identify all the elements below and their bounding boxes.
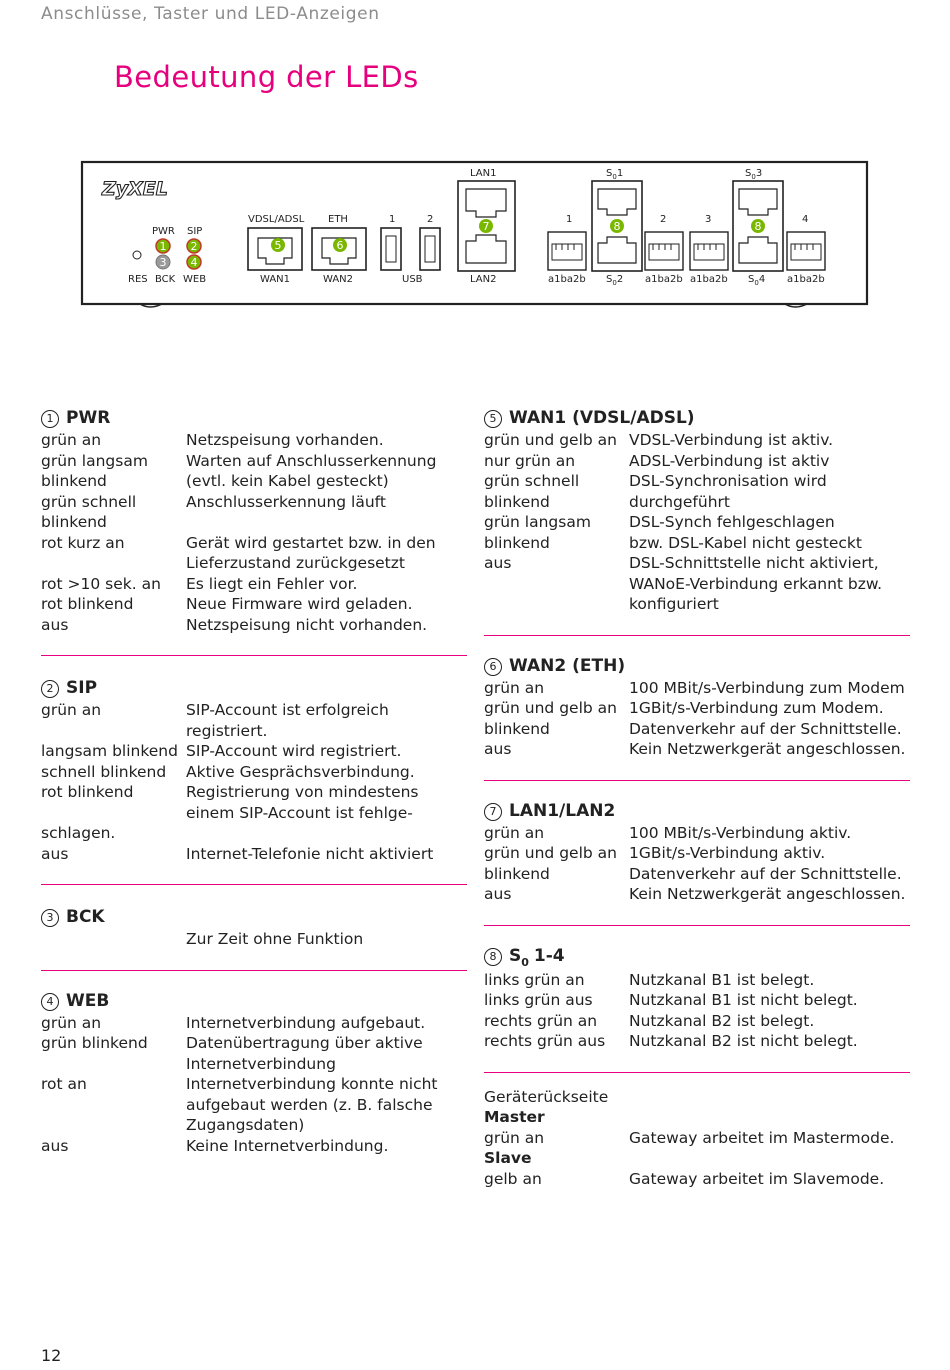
section-title: PWR: [66, 408, 111, 428]
port-number-5: 5: [274, 239, 282, 252]
table-row: aus Internet-Telefonie nicht aktiviert: [41, 844, 434, 863]
section-s0: [484, 944, 910, 1073]
section-rear: [484, 1087, 910, 1206]
section-title: WAN2 (ETH): [509, 655, 626, 676]
table-row: grün langsam blinkend Warten auf Anschlusserkennung (evtl. kein Kabel gesteckt): [41, 451, 437, 490]
right-column: [484, 406, 910, 1205]
section-heading: [41, 989, 467, 1013]
rear-master-label: Master: [484, 1108, 545, 1126]
table-row: grün an 100 MBit/s-Verbindung zum Modem: [484, 678, 905, 697]
number-badge: 6: [484, 658, 502, 676]
led-number-4: 4: [190, 256, 198, 269]
table-row: rot blinkend schlagen. Registrierung von mindestens einem SIP-Account ist fehlge-: [41, 783, 419, 842]
number-badge: 3: [41, 909, 59, 927]
section-heading: [484, 654, 910, 678]
led-number-3: 3: [159, 256, 167, 269]
s0-label-4: $S_04$: [748, 274, 766, 287]
port-number-7: 7: [482, 220, 490, 233]
table-row: rechts grün aus Nutzkanal B2 ist nicht belegt.: [484, 1032, 858, 1050]
ab-label-2: a1ba2b: [645, 274, 683, 285]
s0-label-3: $S_03$: [745, 168, 763, 181]
port-label-wan2: WAN2: [323, 274, 354, 285]
table-row: grün langsam blinkend DSL-Synch fehlgeschlagen bzw. DSL-Kabel nicht gesteckt: [484, 513, 862, 552]
section-wan2: [484, 654, 910, 781]
table-row: grün schnell blinkend DSL-Synchronisation wird durchgeführt: [484, 472, 827, 511]
table-row: rechts grün an Nutzkanal B2 ist belegt.: [484, 1011, 815, 1030]
ab-port-3: [690, 232, 728, 270]
port-label-lan2: LAN2: [470, 274, 497, 285]
table-row: grün blinkend Datenübertragung über aktive Internetverbindung: [41, 1034, 423, 1073]
usb-number-2: 2: [427, 214, 434, 225]
ab-port-2: [645, 232, 683, 270]
number-badge: 4: [41, 993, 59, 1011]
number-badge: 8: [484, 948, 502, 966]
section-title: WEB: [66, 990, 110, 1011]
section-web: [41, 989, 467, 1173]
table-row: links grün an Nutzkanal B1 ist belegt.: [484, 970, 815, 989]
ab-number-2: 2: [660, 214, 667, 225]
section-title-rest: 1-4: [533, 945, 565, 966]
table-row: grün an Netzspeisung vorhanden.: [41, 431, 384, 449]
section-heading: [41, 406, 467, 430]
ab-number-4: 4: [802, 214, 809, 225]
section-heading: [484, 799, 910, 823]
table-row: grün an SIP-Account ist erfolgreich registriert.: [41, 701, 389, 740]
section-wan1: [484, 406, 910, 636]
section-lan: [484, 799, 910, 926]
running-header: Anschlüsse, Taster und LED-Anzeigen: [41, 4, 380, 24]
port-number-6: 6: [336, 239, 344, 252]
section-title-sub: 0: [521, 955, 529, 969]
section-title: WAN1 (VDSL/ADSL): [509, 408, 695, 428]
led-label-sip: SIP: [187, 226, 203, 237]
table-row: grün an Gateway arbeitet im Mastermode.: [484, 1128, 895, 1147]
table-row: aus Kein Netzwerkgerät angeschlossen.: [484, 885, 906, 903]
port-label-usb: USB: [402, 274, 423, 285]
section-title: LAN1/LAN2: [509, 800, 616, 821]
number-badge: 7: [484, 803, 502, 821]
number-badge: 5: [484, 410, 502, 428]
usb-number-1: 1: [389, 214, 396, 225]
port-label-eth: ETH: [328, 214, 348, 225]
led-label-pwr: PWR: [152, 226, 175, 237]
section-heading: [484, 406, 910, 430]
table-row: links grün aus Nutzkanal B1 ist nicht belegt.: [484, 991, 858, 1009]
ab-label-4: a1ba2b: [787, 274, 825, 285]
table-row: rot blinkend Neue Firmware wird geladen.: [41, 595, 413, 613]
table-row: aus Keine Internetverbindung.: [41, 1136, 389, 1155]
ab-number-3: 3: [705, 214, 712, 225]
number-badge: 2: [41, 680, 59, 698]
page-number: 12: [41, 1346, 62, 1365]
page-title: Bedeutung der LEDs: [114, 60, 419, 94]
section-heading: [484, 944, 910, 970]
led-label-res: RES: [128, 274, 148, 285]
led-number-1: 1: [159, 240, 167, 253]
device-front-panel: [0, 0, 950, 320]
section-bck: [41, 905, 467, 971]
table-row: grün und gelb an 1GBit/s-Verbindung zum Modem.: [484, 699, 884, 717]
table-row: gelb an Gateway arbeitet im Slavemode.: [484, 1169, 885, 1188]
rear-heading: Geräterückseite: [484, 1087, 609, 1106]
table-row: grün und gelb an VDSL-Verbindung ist aktiv.: [484, 431, 834, 449]
section-pwr: [41, 406, 467, 656]
port-label-lan1: LAN1: [470, 168, 497, 179]
section-sip: [41, 676, 467, 885]
table-row: rot >10 sek. an Es liegt ein Fehler vor.: [41, 574, 358, 593]
rear-slave-label: Slave: [484, 1149, 532, 1167]
ab-port-4: [787, 232, 825, 270]
section-title: SIP: [66, 678, 98, 698]
left-column: [41, 406, 467, 1172]
section-heading: [41, 676, 467, 700]
table-row: grün an 100 MBit/s-Verbindung aktiv.: [484, 823, 852, 842]
port-label-vdsl: VDSL/ADSL: [248, 214, 305, 225]
table-row: blinkend Datenverkehr auf der Schnittstelle.: [484, 719, 902, 738]
port-number-8a: 8: [613, 220, 621, 233]
table-row: nur grün an ADSL-Verbindung ist aktiv: [484, 451, 830, 470]
number-badge: 1: [41, 410, 59, 428]
led-number-2: 2: [190, 240, 198, 253]
ab-label-1: a1ba2b: [548, 274, 586, 285]
table-row: grün schnell blinkend Anschlusserkennung läuft: [41, 492, 386, 531]
brand-logo: ZyXEL: [102, 178, 168, 200]
s0-label-1: $S_01$: [606, 168, 624, 181]
usb-port-1: [381, 228, 401, 270]
section-heading: [41, 905, 467, 929]
ab-number-1: 1: [566, 214, 573, 225]
table-row: rot kurz an Gerät wird gestartet bzw. in den Lieferzustand zurückgesetzt: [41, 533, 436, 572]
port-label-wan1: WAN1: [260, 274, 291, 285]
table-row: aus Kein Netzwerkgerät angeschlossen.: [484, 740, 906, 758]
table-row: Zur Zeit ohne Funktion: [186, 930, 364, 948]
table-row: aus Netzspeisung nicht vorhanden.: [41, 615, 428, 634]
table-row: schnell blinkend Aktive Gesprächsverbindung.: [41, 762, 415, 781]
port-number-8b: 8: [754, 220, 762, 233]
table-row: grün an Internetverbindung aufgebaut.: [41, 1013, 426, 1032]
table-row: langsam blinkend SIP-Account wird registriert.: [41, 742, 402, 760]
table-row: blinkend Datenverkehr auf der Schnittstelle.: [484, 864, 902, 883]
table-row: rot an Internetverbindung konnte nicht aufgebaut werden (z. B. falsche Zugangsdaten): [41, 1075, 438, 1134]
s0-label-2: $S_02$: [606, 274, 624, 287]
section-title: BCK: [66, 907, 105, 927]
table-row: grün und gelb an 1GBit/s-Verbindung aktiv.: [484, 844, 826, 862]
section-title: S: [509, 945, 522, 966]
usb-port-2: [420, 228, 440, 270]
table-row: aus DSL-Schnittstelle nicht aktiviert, WANoE-Verbindung erkannt bzw. konfiguriert: [484, 554, 883, 613]
led-label-web: WEB: [183, 274, 207, 285]
ab-port-1: [548, 232, 586, 270]
ab-label-3: a1ba2b: [690, 274, 728, 285]
led-label-bck: BCK: [155, 274, 176, 285]
